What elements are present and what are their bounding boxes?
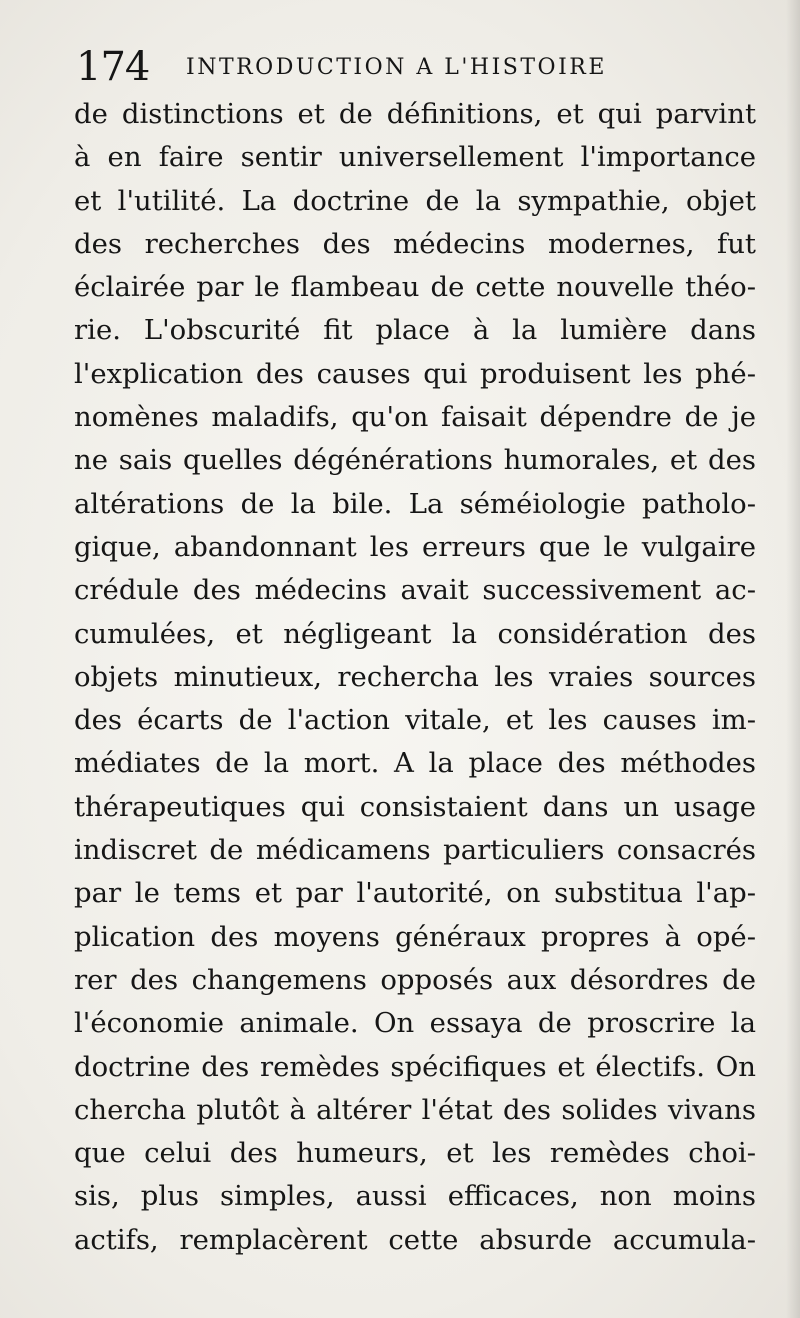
text-line: indiscret de médicamens particuliers consacrés [74,834,756,867]
text-line: et l'utilité. La doctrine de la sympathie, objet [74,184,756,217]
body-text [74,93,756,1262]
text-line: cumulées, et négligeant la considération des [74,617,756,650]
text-line: crédule des médecins avait successivement ac- [74,574,756,607]
text-line: éclairée par le flambeau de cette nouvelle théo- [74,271,756,304]
text-line: plication des moyens généraux propres à opé- [74,920,756,953]
text-line: que celui des humeurs, et les remèdes choi- [74,1137,756,1170]
text-line: actifs, remplacèrent cette absurde accumula- [74,1223,756,1256]
text-line: sis, plus simples, aussi efficaces, non moins [74,1180,756,1213]
text-line: nomènes maladifs, qu'on faisait dépendre de je [74,401,756,434]
text-line: par le tems et par l'autorité, on substitua l'ap- [74,877,756,910]
text-line: ne sais quelles dégénérations humorales, et des [74,444,756,477]
text-line: thérapeutiques qui consistaient dans un usage [74,790,756,823]
text-line: des écarts de l'action vitale, et les causes im- [74,704,756,737]
page-number: 174 [76,44,150,90]
text-line: doctrine des remèdes spécifiques et électifs. On [74,1050,756,1083]
text-line: médiates de la mort. A la place des méthodes [74,747,756,780]
text-line: l'explication des causes qui produisent les phé- [74,357,756,390]
text-line: rie. L'obscurité fit place à la lumière dans [74,314,756,347]
text-line: de distinctions et de définitions, et qui parvint [74,98,756,130]
text-line: objets minutieux, rechercha les vraies sources [74,660,756,693]
page-gutter-shadow [786,0,800,1318]
text-line: chercha plutôt à altérer l'état des solides vivans [74,1093,756,1126]
text-line: l'économie animale. On essaya de proscrire la [74,1007,756,1040]
text-line: à en faire sentir universellement l'importance [74,141,756,174]
text-line: altérations de la bile. La séméiologie patholo- [74,487,756,520]
text-line: des recherches des médecins modernes, fut [74,227,756,260]
running-head: INTRODUCTION A L'HISTOIRE [186,55,607,80]
text-line: rer des changemens opposés aux désordres de [74,963,756,996]
text-line: gique, abandonnant les erreurs que le vulgaire [74,530,756,563]
page-header [0,42,800,92]
